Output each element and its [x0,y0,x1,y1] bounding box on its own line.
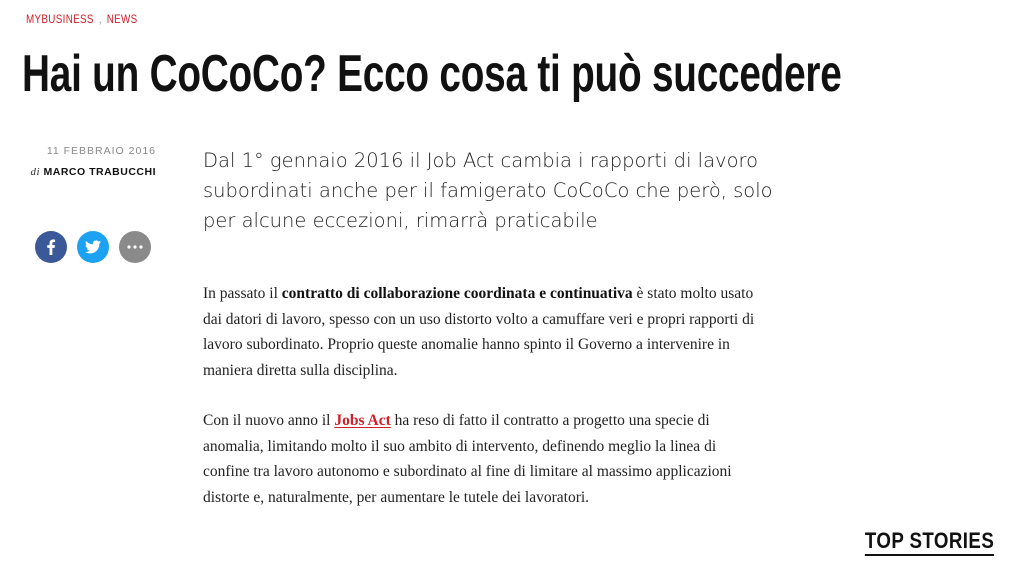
breadcrumb-item-mybusiness[interactable]: MYBUSINESS [26,12,94,26]
author-line [0,166,172,178]
article-body [203,281,763,535]
breadcrumb-item-news[interactable]: NEWS [106,12,138,26]
paragraph-2-rest: ha reso di fatto il contratto a progetto una specie di anomalia, limitando molto il suo ambito di intervento, definendo meglio la linea di confine tra lavoro autonomo e subordinato al fine di limitare al massimo applicazioni distorte e, naturalmente, per aumentare le tutele dei lavoratori. [203,412,732,506]
more-icon [127,245,143,249]
author-prefix: di [30,166,41,178]
breadcrumb [26,12,138,26]
breadcrumb-separator: , [98,12,102,26]
facebook-share-button[interactable] [35,231,67,263]
paragraph-1-rest: è stato molto usato dai datori di lavoro, spesso con un uso distorto volto a camuffare veri e propri rapporti di lavoro subordinato. Proprio queste anomalie hanno spinto il Governo a intervenire in maniera diretta sulla disciplina. [203,285,755,379]
author-name[interactable]: MARCO TRABUCCHI [43,166,156,178]
page-title: Hai un CoCoCo? Ecco cosa ti può succedere [22,45,842,103]
share-buttons [35,231,151,263]
jobs-act-link[interactable]: Jobs Act [334,412,391,429]
paragraph-1-intro: In passato il [203,285,282,302]
twitter-share-button[interactable] [77,231,109,263]
top-stories-link[interactable]: TOP STORIES [865,529,994,556]
more-share-button[interactable] [119,231,151,263]
paragraph-1 [203,281,763,383]
article-lede: Dal 1° gennaio 2016 il Job Act cambia i rapporti di lavoro subordinati anche per il famigerato CoCoCo che però, solo per alcune eccezioni, rimarrà praticabile [203,149,773,232]
paragraph-2 [203,408,763,510]
paragraph-2-intro: Con il nuovo anno il [203,412,335,429]
paragraph-1-bold: contratto di collaborazione coordinata e continuativa [281,285,633,302]
publish-date: 11 FEBBRAIO 2016 [46,145,156,157]
facebook-icon [44,239,58,255]
twitter-icon [85,240,101,254]
